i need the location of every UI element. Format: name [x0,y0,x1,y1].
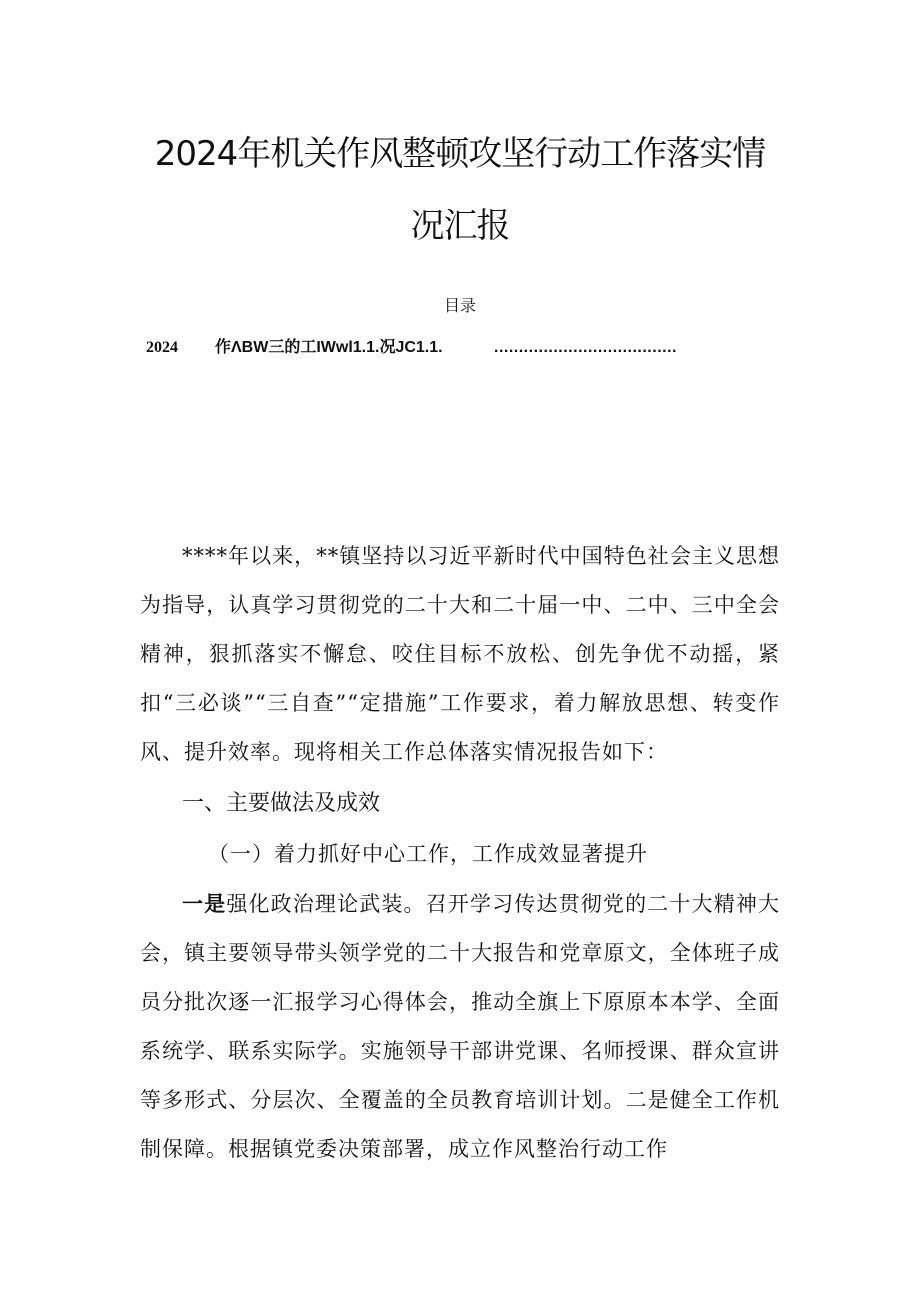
toc-entry-year: 2024 [146,339,178,356]
toc-entry-text: 作ΛBW三的工IWwl1.1.况JC1.1. [215,339,443,356]
subsection-heading-central-work: （一）着力抓好中心工作，工作成效显著提升 [208,842,648,866]
toc-entry[interactable] [0,336,920,360]
body-paragraph [140,880,780,1174]
document-title-line-2: 况汇报 [410,206,510,246]
section-heading-main-practices: 一、主要做法及成效 [182,791,381,816]
document-title-line-1: 2024年机关作风整顿攻坚行动工作落实情 [154,134,766,174]
toc-entry-leader-dots: ..................................... [494,339,677,356]
paragraph-lead-label: 一是 [182,892,227,916]
toc-heading: 目录 [443,296,476,315]
intro-paragraph: ****年以来，**镇坚持以习近平新时代中国特色社会主义思想为指导，认真学习贯彻党的二十大和二十届一中、二中、三中全会精神，狠抓落实不懈怠、咬住目标不放松、创先争优不动摇，紧扣“三必谈”“三自查”“定措施”工作要求，着力解放思想、转变作风、提升效率。现将相关工作总体落实情况报告如下： [140,544,780,764]
paragraph-body-text: 强化政治理论武装。召开学习传达贯彻党的二十大精神大会，镇主要领导带头领学党的二十大报告和党章原文，全体班子成员分批次逐一汇报学习心得体会，推动全旗上下原原本本学、全面系统学、联系实际学。实施领导干部讲党课、名师授课、群众宣讲等多形式、分层次、全覆盖的全员教育培训计划。二是健全工作机制保障。根据镇党委决策部署，成立作风整治行动工作 [140,892,781,1161]
